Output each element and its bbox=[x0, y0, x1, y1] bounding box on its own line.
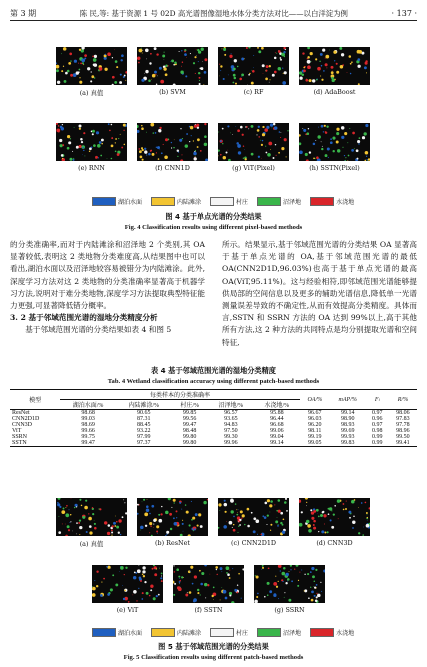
legend-item bbox=[92, 628, 142, 637]
left-paragraph-2: 基于邻域范围光谱的分类结果如表 4 和图 5 bbox=[25, 325, 172, 335]
table-cell: 93.22 bbox=[136, 428, 151, 434]
right-column bbox=[222, 239, 417, 349]
table-cell: 98.96 bbox=[396, 428, 410, 434]
subfigure bbox=[218, 498, 289, 548]
table-cell: 99.19 bbox=[308, 434, 322, 440]
table-cell: 99.14 bbox=[340, 410, 355, 416]
table-cell: 99.04 bbox=[270, 434, 284, 440]
table-4-caption-en: Tab. 4 Wetland classification accuracy using different patch-based methods bbox=[107, 378, 320, 385]
left-column bbox=[10, 239, 205, 337]
subfigure-label: (d) CNN3D bbox=[316, 539, 353, 547]
table-cell: 0.96 bbox=[371, 416, 383, 422]
legend-item bbox=[210, 628, 248, 637]
running-title: 陈 民,等: 基于资源 1 号 02D 高光谱图像湿地水体分类方法对比——以白洋淀为例 bbox=[79, 8, 348, 18]
table-cell: 99.47 bbox=[182, 422, 197, 428]
legend-swatch bbox=[92, 197, 116, 206]
subfigure bbox=[173, 565, 244, 614]
table-header-f1: Fₗ bbox=[366, 390, 389, 410]
table-cell-model: ViT bbox=[12, 428, 22, 434]
classification-map-image bbox=[218, 498, 289, 536]
subfigure bbox=[299, 123, 370, 172]
legend-swatch bbox=[257, 197, 281, 206]
subfigure-label: (c) RF bbox=[243, 88, 264, 96]
subfigure bbox=[218, 123, 289, 172]
subfigure-label: (b) ResNet bbox=[155, 539, 190, 547]
table-cell: 96.44 bbox=[270, 416, 284, 422]
subfigure bbox=[137, 498, 208, 548]
classification-map-image bbox=[56, 123, 127, 161]
subfigure-label: (g) SSRN bbox=[274, 606, 305, 614]
subfigure bbox=[299, 498, 370, 548]
table-cell: 99.80 bbox=[182, 440, 197, 446]
subfigure-label: (e) RNN bbox=[78, 164, 105, 172]
table-cell: 99.83 bbox=[340, 440, 355, 446]
legend-swatch bbox=[210, 628, 234, 637]
classification-map-image bbox=[254, 565, 325, 603]
classification-map-image bbox=[218, 47, 289, 85]
table-cell: 96.68 bbox=[270, 422, 284, 428]
subfigure bbox=[254, 565, 325, 614]
table-cell: 0.99 bbox=[371, 434, 383, 440]
table-cell: 94.83 bbox=[224, 422, 238, 428]
figure-5-row-1 bbox=[56, 498, 370, 548]
legend-item bbox=[257, 197, 301, 206]
classification-map-image bbox=[299, 123, 370, 161]
figure-5-caption-zh: 图 5 基于邻域范围光谱的分类结果 bbox=[158, 642, 269, 651]
legend-swatch bbox=[310, 197, 334, 206]
left-paragraph-1: 的分类准确率,而对于内陆滩涂和沼泽地 2 个类别,其 OA 显著较低,表明这 2 类地物分类难度高,从结果图中也可以看出,湖泊水面以及沼泽地较容易被错分为内陆滩涂。此外,深度学习方法对这 2 类地物的分类准确率显著高于机器学习方法,说明对于难分类地物,深度学习方法提取典型特征能力更强,可显著降低错分概率。 bbox=[10, 240, 205, 311]
legend-label: 湖泊水面 bbox=[118, 199, 143, 206]
table-cell: 97.83 bbox=[396, 416, 410, 422]
table-cell: 96.20 bbox=[308, 422, 322, 428]
table-cell: 98.90 bbox=[340, 416, 355, 422]
legend-label: 水浇地 bbox=[336, 630, 355, 637]
subfigure bbox=[137, 123, 208, 172]
table-cell: 98.69 bbox=[81, 422, 95, 428]
subfigure-label: (a) 真值 bbox=[79, 89, 104, 97]
legend-item bbox=[151, 628, 201, 637]
legend-item bbox=[310, 197, 354, 206]
subfigure bbox=[56, 123, 127, 172]
figure-5-legend bbox=[92, 628, 360, 637]
subfigure bbox=[56, 47, 127, 97]
subfigure-label: (f) SSTN bbox=[194, 606, 223, 614]
legend-label: 水浇地 bbox=[336, 199, 355, 206]
subfigure-label: (g) ViT(Pixel) bbox=[232, 164, 275, 172]
table-cell: 0.98 bbox=[371, 428, 383, 434]
table-cell: 99.05 bbox=[308, 440, 322, 446]
table-header-model: 模型 bbox=[10, 390, 60, 410]
table-header-class: 湖泊水面/% bbox=[60, 400, 116, 410]
subfigure-label: (c) CNN2D1D bbox=[230, 539, 277, 547]
table-cell: 99.75 bbox=[81, 434, 95, 440]
legend-label: 村庄 bbox=[236, 199, 249, 206]
table-cell: 0.97 bbox=[371, 410, 383, 416]
legend-swatch bbox=[310, 628, 334, 637]
table-header-class: 村庄/% bbox=[172, 400, 208, 410]
subfigure-label: (b) SVM bbox=[159, 88, 186, 96]
table-header-class: 水浇地/% bbox=[254, 400, 300, 410]
classification-map-image bbox=[137, 498, 208, 536]
legend-item bbox=[210, 197, 248, 206]
table-cell: 97.99 bbox=[136, 434, 151, 440]
table-cell: 98.93 bbox=[340, 422, 355, 428]
table-cell: 97.78 bbox=[396, 422, 410, 428]
legend-label: 村庄 bbox=[236, 630, 249, 637]
table-header-map: mAP/% bbox=[330, 390, 366, 410]
figure-5-caption-en: Fig. 5 Classification results using different patch-based methods bbox=[123, 654, 304, 661]
legend-item bbox=[310, 628, 354, 637]
legend-swatch bbox=[257, 628, 281, 637]
table-header-oa: OA/% bbox=[300, 390, 330, 410]
figure-5-row-2 bbox=[92, 565, 325, 614]
legend-swatch bbox=[92, 628, 116, 637]
classification-map-image bbox=[299, 498, 370, 536]
table-cell: 87.31 bbox=[136, 416, 151, 422]
legend-swatch bbox=[151, 628, 175, 637]
table-cell: 99.41 bbox=[396, 440, 410, 446]
table-4 bbox=[10, 389, 417, 447]
table-header-class: 沼泽地/% bbox=[208, 400, 254, 410]
figure-4-legend bbox=[92, 197, 360, 206]
table-cell: 99.96 bbox=[224, 440, 238, 446]
figure-4-caption-en: Fig. 4 Classification results using different pixel-based methods bbox=[124, 224, 303, 231]
table-header-recall: R/% bbox=[389, 390, 417, 410]
table-cell: 98.68 bbox=[81, 410, 95, 416]
table-cell: 99.50 bbox=[396, 434, 410, 440]
table-cell: 96.67 bbox=[308, 410, 322, 416]
table-cell: 95.88 bbox=[270, 410, 284, 416]
subfigure bbox=[92, 565, 163, 614]
figure-4-caption-zh: 图 4 基于单点光谱的分类结果 bbox=[165, 212, 262, 221]
legend-label: 内陆滩涂 bbox=[177, 630, 202, 637]
table-cell: 88.45 bbox=[136, 422, 151, 428]
classification-map-image bbox=[137, 47, 208, 85]
page-number: · 137 · bbox=[391, 8, 417, 18]
legend-label: 沼泽地 bbox=[283, 199, 302, 206]
legend-swatch bbox=[210, 197, 234, 206]
table-cell: 97.50 bbox=[224, 428, 238, 434]
legend-label: 沼泽地 bbox=[283, 630, 302, 637]
legend-item bbox=[257, 628, 301, 637]
table-cell: 99.47 bbox=[81, 440, 95, 446]
classification-map-image bbox=[56, 498, 127, 536]
table-4-caption-zh: 表 4 基于邻域范围光谱的湿地分类精度 bbox=[150, 366, 276, 375]
table-cell: 97.37 bbox=[136, 440, 151, 446]
table-cell-model: CNN2D1D bbox=[12, 416, 40, 422]
classification-map-image bbox=[137, 123, 208, 161]
table-cell: 99.03 bbox=[81, 416, 95, 422]
legend-label: 内陆滩涂 bbox=[177, 199, 202, 206]
table-cell: 99.66 bbox=[81, 428, 95, 434]
table-cell: 99.85 bbox=[182, 410, 197, 416]
right-paragraph-1: 所示。结果显示,基于邻域范围光谱的分类结果 OA 显著高于基于单点光谱的 OA,基于邻域范围光谱的最低 OA(CNN2D1D,96.03%)也高于基于单点光谱的最高 OA(ViT,95.11%)。这与经验相符,即邻域范围光谱能够提供局部的空间信息以及更多的辅助光谱信息,降低单一光谱测量误差导致的不确定性,从而有效提高分类精度。具体而言,SSTN 和 SSRN 方法的 OA 达到 99%以上,高于其他所有方法,这 2 种方法的共同特点是均分别提取光谱和空间特征, bbox=[222, 240, 417, 347]
figure-4-caption bbox=[0, 212, 427, 231]
table-cell: 99.14 bbox=[270, 440, 284, 446]
subfigure-label: (a) 真值 bbox=[79, 540, 104, 548]
legend-swatch bbox=[151, 197, 175, 206]
table-cell: 96.57 bbox=[224, 410, 238, 416]
table-cell-model: SSTN bbox=[12, 440, 27, 446]
classification-map-image bbox=[299, 47, 370, 85]
table-row bbox=[10, 440, 417, 447]
subfigure-label: (d) AdaBoost bbox=[313, 88, 356, 96]
classification-map-image bbox=[218, 123, 289, 161]
subfigure-label: (f) CNN1D bbox=[155, 164, 190, 172]
table-cell-model: CNN3D bbox=[12, 422, 33, 428]
issue-number: 第 3 期 bbox=[10, 8, 37, 18]
subfigure-label: (e) ViT bbox=[116, 606, 139, 614]
figure-4-row-1 bbox=[56, 47, 370, 97]
subfigure bbox=[56, 498, 127, 548]
subfigure bbox=[299, 47, 370, 97]
table-cell: 98.48 bbox=[182, 428, 197, 434]
table-cell-model: SSRN bbox=[12, 434, 28, 440]
table-cell: 99.93 bbox=[340, 434, 355, 440]
table-cell: 99.56 bbox=[182, 416, 197, 422]
classification-map-image bbox=[56, 47, 127, 85]
legend-item bbox=[92, 197, 142, 206]
table-4-caption bbox=[0, 366, 427, 385]
table-cell: 99.06 bbox=[270, 428, 284, 434]
table-cell: 96.03 bbox=[308, 416, 322, 422]
subfigure bbox=[218, 47, 289, 97]
classification-map-image bbox=[92, 565, 163, 603]
classification-map-image bbox=[173, 565, 244, 603]
subfigure-label: (h) SSTN(Pixel) bbox=[309, 164, 360, 172]
table-cell: 99.30 bbox=[224, 434, 238, 440]
table-header-group: 每类样本的分类准确率 bbox=[60, 390, 300, 400]
legend-item bbox=[151, 197, 201, 206]
table-cell: 0.97 bbox=[371, 422, 383, 428]
table-header-class: 内陆滩涂/% bbox=[116, 400, 172, 410]
table-cell: 0.99 bbox=[371, 440, 383, 446]
table-cell: 90.65 bbox=[136, 410, 151, 416]
table-cell: 93.65 bbox=[224, 416, 238, 422]
running-header bbox=[10, 6, 417, 21]
subfigure bbox=[137, 47, 208, 97]
table-cell: 98.11 bbox=[308, 428, 322, 434]
table-cell: 99.69 bbox=[340, 428, 355, 434]
table-cell-model: ResNet bbox=[12, 410, 30, 416]
table-cell: 98.06 bbox=[396, 410, 410, 416]
figure-4-row-2 bbox=[56, 123, 370, 172]
figure-5-caption bbox=[0, 642, 427, 661]
section-heading-3-2: 3. 2 基于邻域范围光谱的湿地分类精度分析 bbox=[10, 313, 158, 323]
legend-label: 湖泊水面 bbox=[118, 630, 143, 637]
table-cell: 99.80 bbox=[182, 434, 197, 440]
